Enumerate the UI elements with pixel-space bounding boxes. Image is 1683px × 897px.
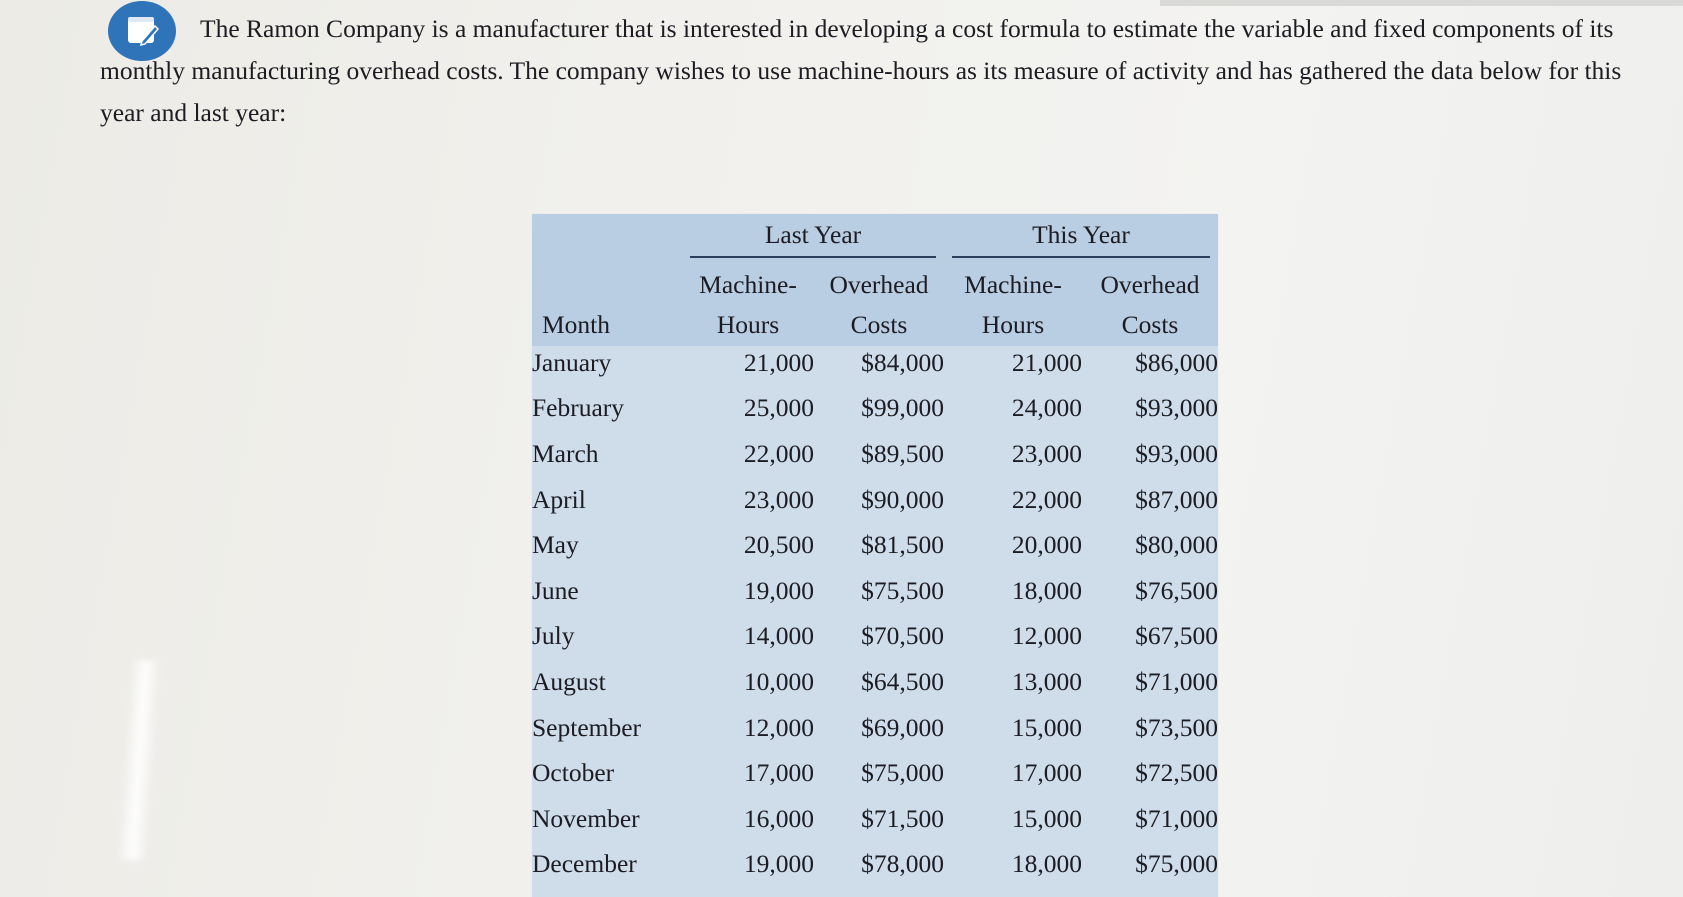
- header-ty-hours-line2: Hours: [981, 310, 1045, 339]
- table-row: [532, 568, 1218, 614]
- cell-ly-hours: 10,000: [743, 666, 814, 696]
- cell-ly-costs: $81,500: [861, 530, 944, 560]
- table-subheader-row-2: [532, 300, 1218, 340]
- table-row: [532, 522, 1218, 568]
- table-row: [532, 750, 1218, 796]
- cell-month: June: [532, 575, 579, 605]
- header-spacer: [532, 258, 682, 300]
- header-month: Month: [542, 310, 611, 339]
- data-table-panel: [532, 214, 1218, 897]
- question-body: The Ramon Company is a manufacturer that is interested in developing a cost formula to estimate the variable and fixed components of its monthly manufacturing overhead costs. The company wishes to use machine-hours as its measure of activity and has gathered the data below for this year and last year:: [100, 14, 1622, 127]
- header-ly-costs-line2: Costs: [850, 310, 908, 339]
- cell-ty-hours: 20,000: [1011, 530, 1082, 560]
- cell-ty-costs: $80,000: [1135, 530, 1218, 560]
- cell-ly-hours: 20,500: [743, 530, 814, 560]
- table-body: [532, 340, 1218, 887]
- cell-ty-hours: 21,000: [1011, 347, 1082, 377]
- table-row: [532, 477, 1218, 523]
- header-ly-hours-line2: Hours: [716, 310, 780, 339]
- table-subheader-row-1: [532, 258, 1218, 300]
- cell-ly-hours: 17,000: [743, 758, 814, 788]
- table-row: [532, 386, 1218, 432]
- cell-month: October: [532, 758, 615, 788]
- cell-ty-hours: 17,000: [1011, 758, 1082, 788]
- cell-ly-hours: 25,000: [743, 393, 814, 423]
- cell-ty-costs: $67,500: [1135, 621, 1218, 651]
- cell-ly-hours: 12,000: [743, 712, 814, 742]
- cell-ly-costs: $75,500: [861, 575, 944, 605]
- cell-ly-costs: $69,000: [861, 712, 944, 742]
- cell-ly-hours: 23,000: [743, 484, 814, 514]
- top-divider: [1160, 0, 1683, 6]
- table-row: [532, 614, 1218, 660]
- header-ly-costs-line1: Overhead: [829, 270, 929, 299]
- table-row: [532, 842, 1218, 888]
- cell-month: July: [532, 621, 575, 651]
- cell-ly-costs: $84,000: [861, 347, 944, 377]
- cell-ty-costs: $71,000: [1135, 666, 1218, 696]
- table-group-header-row: [532, 214, 1218, 258]
- cell-month: December: [532, 849, 637, 879]
- screen-glare: [117, 659, 161, 861]
- cell-ty-costs: $72,500: [1135, 758, 1218, 788]
- cell-ty-hours: 22,000: [1011, 484, 1082, 514]
- table-row: [532, 431, 1218, 477]
- cell-ty-hours: 18,000: [1011, 849, 1082, 879]
- cell-ly-costs: $70,500: [861, 621, 944, 651]
- table-row: [532, 705, 1218, 751]
- cell-ty-costs: $73,500: [1135, 712, 1218, 742]
- header-ly-hours-line1: Machine-: [699, 270, 797, 299]
- cell-month: April: [532, 484, 586, 514]
- cell-ty-costs: $93,000: [1135, 438, 1218, 468]
- cell-ly-costs: $89,500: [861, 438, 944, 468]
- header-last-year-label: Last Year: [690, 220, 936, 258]
- header-ty-costs-line2: Costs: [1121, 310, 1179, 339]
- machine-hours-table: [532, 214, 1218, 887]
- table-row: [532, 796, 1218, 842]
- header-ty-costs-line1: Overhead: [1100, 270, 1200, 299]
- cell-ly-costs: $90,000: [861, 484, 944, 514]
- header-this-year-label: This Year: [952, 220, 1210, 258]
- header-last-year: [682, 214, 944, 258]
- cell-ly-hours: 21,000: [743, 347, 814, 377]
- cell-month: September: [532, 712, 642, 742]
- cell-ty-costs: $93,000: [1135, 393, 1218, 423]
- cell-ty-hours: 23,000: [1011, 438, 1082, 468]
- cell-ly-hours: 14,000: [743, 621, 814, 651]
- cell-ty-hours: 24,000: [1011, 393, 1082, 423]
- question-text: [100, 8, 1640, 134]
- cell-ly-costs: $71,500: [861, 803, 944, 833]
- cell-ly-costs: $99,000: [861, 393, 944, 423]
- cell-ty-hours: 12,000: [1011, 621, 1082, 651]
- cell-month: November: [532, 803, 640, 833]
- cell-ly-costs: $75,000: [861, 758, 944, 788]
- cell-ly-hours: 22,000: [743, 438, 814, 468]
- cell-ly-costs: $64,500: [861, 666, 944, 696]
- cell-ty-costs: $87,000: [1135, 484, 1218, 514]
- cell-ty-hours: 13,000: [1011, 666, 1082, 696]
- cell-month: August: [532, 666, 606, 696]
- cell-month: February: [532, 393, 625, 423]
- table-row: [532, 659, 1218, 705]
- cell-month: March: [532, 438, 599, 468]
- cell-ly-hours: 19,000: [743, 849, 814, 879]
- cell-ty-costs: $75,000: [1135, 849, 1218, 879]
- table-row: [532, 340, 1218, 386]
- header-ty-hours-line1: Machine-: [964, 270, 1062, 299]
- cell-ty-costs: $76,500: [1135, 575, 1218, 605]
- cell-ty-hours: 15,000: [1011, 712, 1082, 742]
- cell-ty-costs: $71,000: [1135, 803, 1218, 833]
- cell-ly-hours: 16,000: [743, 803, 814, 833]
- cell-month: January: [532, 347, 612, 377]
- cell-ty-hours: 18,000: [1011, 575, 1082, 605]
- cell-ty-hours: 15,000: [1011, 803, 1082, 833]
- cell-ty-costs: $86,000: [1135, 347, 1218, 377]
- header-this-year: [944, 214, 1218, 258]
- cell-ly-costs: $78,000: [861, 849, 944, 879]
- cell-ly-hours: 19,000: [743, 575, 814, 605]
- cell-month: May: [532, 530, 579, 560]
- header-spacer: [532, 214, 682, 258]
